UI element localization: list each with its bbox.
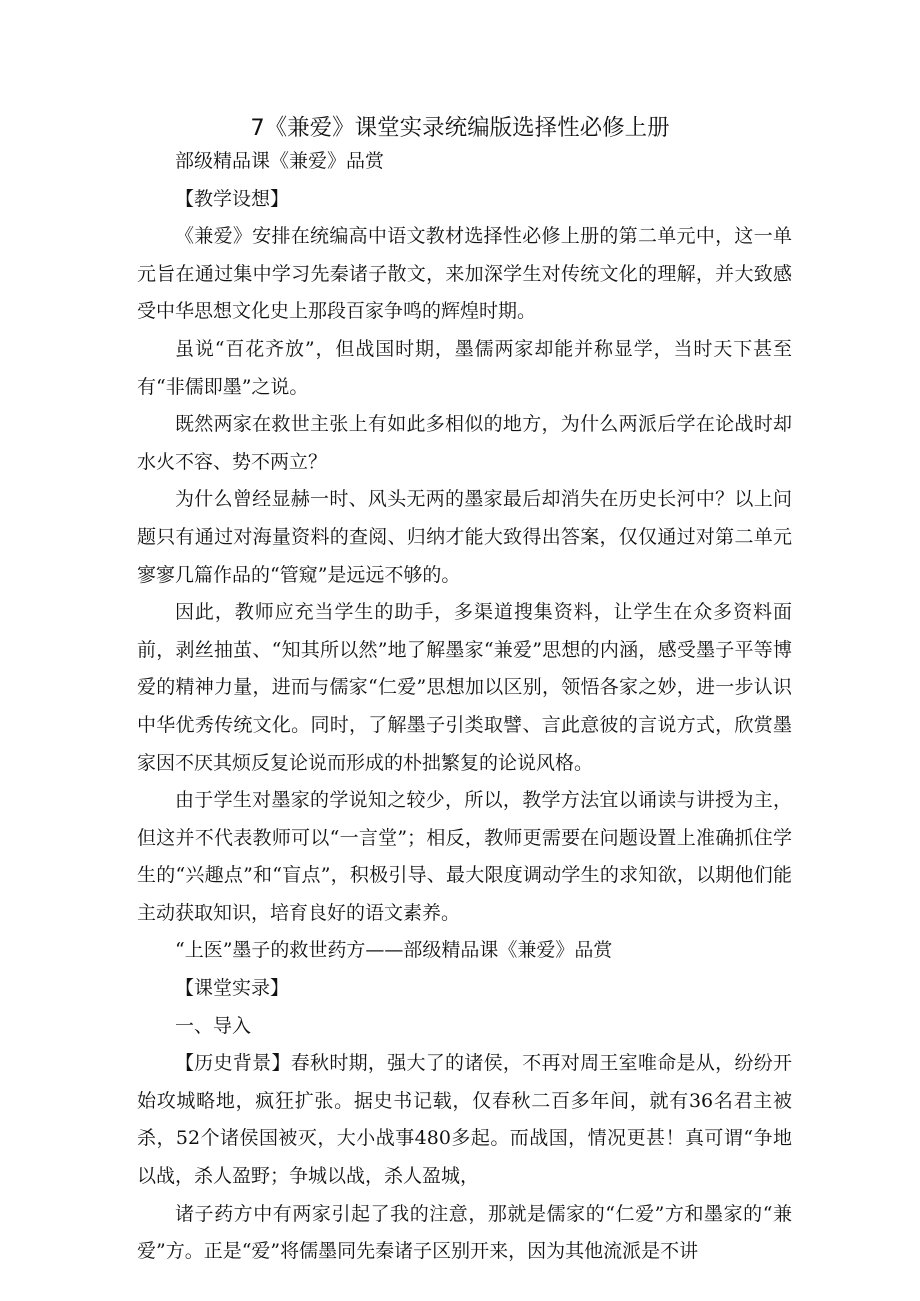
paragraph-8: 诸子药方中有两家引起了我的注意，那就是儒家的“仁爱”方和墨家的“兼爱”方。正是“爱”将儒墨同先秦诸子区别开来，因为其他流派是不讲	[137, 1202, 792, 1263]
subtitle: 部级精品课《兼爱》品赏	[175, 150, 385, 172]
section-heading-intro: 一、导入	[175, 1014, 252, 1037]
paragraph-1: 《兼爱》安排在统编高中语文教材选择性必修上册的第二单元中，这一单元旨在通过集中学习先秦诸子散文，来加深学生对传统文化的理解，并大致感受中华思想文化史上那段百家争鸣的辉煌时期。	[137, 225, 792, 323]
paragraph-3: 既然两家在救世主张上有如此多相似的地方，为什么两派后学在论战时却水火不容、势不两立？	[137, 413, 792, 473]
section-heading-record: 【课堂实录】	[175, 977, 290, 1000]
document-title: 7《兼爱》课堂实录统编版选择性必修上册	[250, 115, 670, 141]
document-body	[137, 143, 792, 1271]
paragraph-7: 【历史背景】春秋时期，强大了的诸侯，不再对周王室唯命是从，纷纷开始攻城略地，疯狂扩张。据史书记载，仅春秋二百多年间，就有36名君主被杀，52个诸侯国被灭，大小战事480多起。而战国，情况更甚！真可谓“争地以战，杀人盈野；争城以战，杀人盈城，	[137, 1052, 792, 1188]
paragraph-6: 由于学生对墨家的学说知之较少，所以，教学方法宜以诵读与讲授为主，但这并不代表教师可以“一言堂”；相反，教师更需要在问题设置上准确抓住学生的“兴趣点”和“盲点”，积极引导、最大限度调动学生的求知欲，以期他们能主动获取知识，培育良好的语文素养。	[137, 789, 792, 924]
paragraph-5: 因此，教师应充当学生的助手，多渠道搜集资料，让学生在众多资料面前，剥丝抽茧、“知其所以然”地了解墨家“兼爱”思想的内涵，感受墨子平等博爱的精神力量，进而与儒家“仁爱”思想加以区别，领悟各家之妙，进一步认识中华优秀传统文化。同时，了解墨子引类取譬、言此意彼的言说方式，欣赏墨家因不厌其烦反复论说而形成的朴拙繁复的论说风格。	[137, 601, 792, 774]
subheading: “上医”墨子的救世药方——部级精品课《兼爱》品赏	[175, 939, 613, 962]
section-heading-design: 【教学设想】	[175, 187, 290, 210]
paragraph-2: 虽说“百花齐放”，但战国时期，墨儒两家却能并称显学，当时天下甚至有“非儒即墨”之说。	[137, 337, 792, 398]
paragraph-4: 为什么曾经显赫一时、风头无两的墨家最后却消失在历史长河中？以上问题只有通过对海量资料的查阅、归纳才能大致得出答案，仅仅通过对第二单元寥寥几篇作品的“管窥”是远远不够的。	[137, 488, 792, 586]
